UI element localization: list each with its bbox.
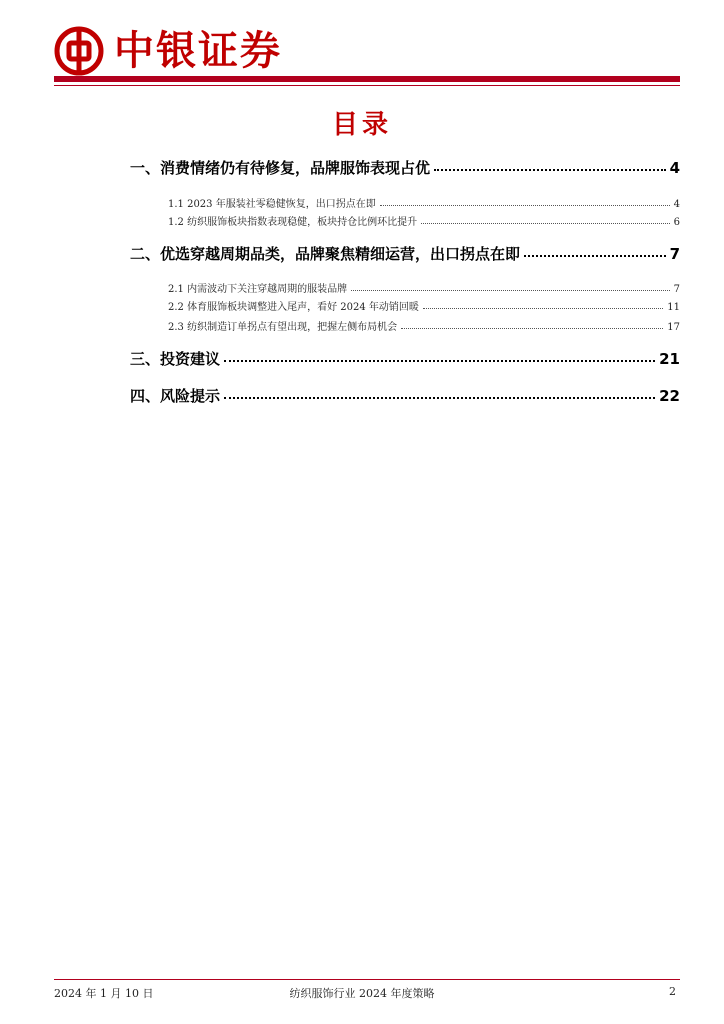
toc-entry-page: 21 [659, 350, 680, 368]
footer-date: 2024 年 1 月 10 日 [54, 987, 154, 1000]
toc-entry-label: 一、消费情绪仍有待修复，品牌服饰表现占优 [130, 159, 431, 177]
footer-report-title: 纺织服饰行业 2024 年度策略 [289, 987, 435, 1000]
footer-page-number: 2 [669, 985, 676, 998]
bank-of-china-logo-icon [54, 26, 104, 76]
toc-leader-dots [224, 349, 655, 364]
toc-leader-dots [524, 244, 666, 259]
toc-entry-label: 二、优选穿越周期品类，品牌聚焦精细运营，出口拐点在即 [130, 245, 521, 263]
toc-entry[interactable] [168, 195, 680, 210]
toc-entry-label: 1.1 2023 年服装社零稳健恢复，出口拐点在即 [168, 199, 376, 210]
header-rule [54, 76, 680, 82]
toc-entry-label: 1.2 纺织服饰板块指数表现稳健，板块持仓比例环比提升 [168, 217, 418, 228]
toc-leader-dots [380, 197, 670, 207]
toc-entry[interactable] [168, 280, 680, 295]
toc-entry[interactable] [168, 213, 680, 228]
toc-entry-page: 17 [667, 322, 680, 333]
toc-leader-dots [401, 320, 663, 330]
toc-entry-page: 4 [669, 159, 680, 177]
toc-entry-label: 四、风险提示 [130, 387, 221, 405]
toc-entry-page: 6 [673, 217, 680, 228]
toc-entry[interactable] [130, 157, 680, 178]
toc-entry-label: 三、投资建议 [130, 350, 221, 368]
toc-entry[interactable] [168, 298, 680, 313]
toc-entry[interactable] [130, 243, 680, 264]
toc-entry-label: 2.1 内需波动下关注穿越周期的服装品牌 [168, 284, 348, 295]
toc-entry-page: 7 [673, 284, 680, 295]
toc-leader-dots [423, 300, 663, 310]
toc-leader-dots [421, 215, 670, 225]
header-logo [54, 26, 282, 76]
toc-entry-label: 2.3 纺织制造订单拐点有望出现，把握左侧布局机会 [168, 322, 398, 333]
footer-rule [54, 979, 680, 980]
toc-entry-label: 2.2 体育服饰板块调整进入尾声，看好 2024 年动销回暖 [168, 302, 419, 313]
toc-entry-page: 11 [667, 302, 680, 313]
toc-entry-page: 4 [673, 199, 680, 210]
header-rule-thin [54, 85, 680, 86]
toc-entry-page: 7 [669, 245, 680, 263]
toc-entry[interactable] [130, 385, 680, 406]
toc-entry[interactable] [130, 348, 680, 369]
toc-leader-dots [224, 386, 655, 401]
toc-leader-dots [351, 282, 670, 292]
toc-entry[interactable] [168, 318, 680, 333]
brand-name: 中银证券 [114, 28, 282, 74]
toc-title: 目录 [331, 110, 392, 140]
toc-leader-dots [434, 158, 666, 173]
toc-entry-page: 22 [659, 387, 680, 405]
